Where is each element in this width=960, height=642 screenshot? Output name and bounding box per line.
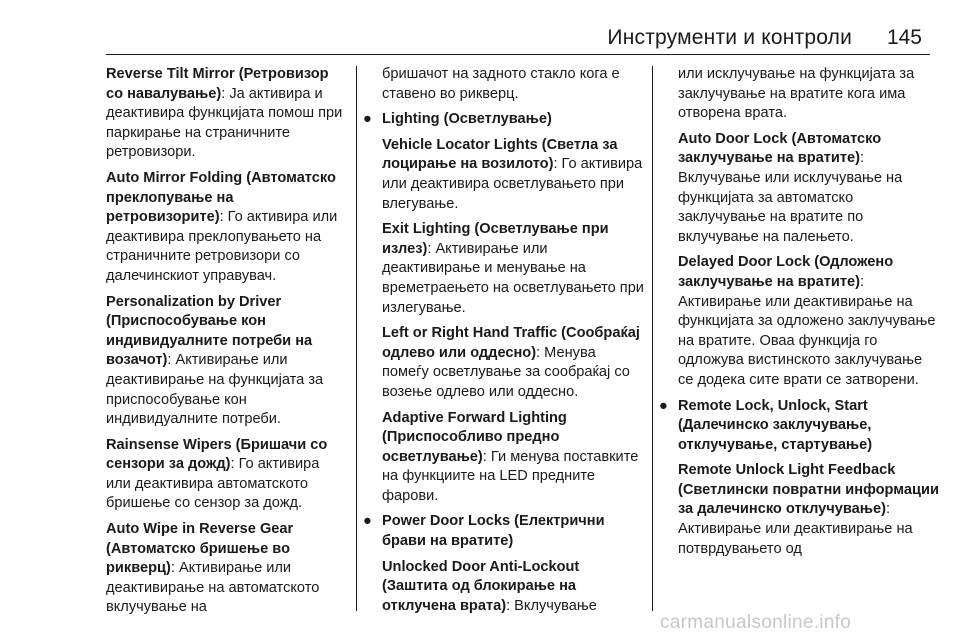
entry-label: Unlocked Door Anti-Lockout (Заштита од блокирање на отклучена врата): [382, 558, 580, 614]
bullet-heading: [382, 512, 644, 551]
entry-text: : Активирање или деактивирање на функцијата за одложено заклучување на вратите. Оваа функција го одложува вистинското заклучување се додека сите врати се затворени.: [678, 273, 936, 388]
entry-text: : Менува помеѓу осветлување за сообраќај со возење одлево или оддесно.: [382, 344, 630, 400]
entry-text: : Активирање или деактивирање на потврдувањето од: [678, 501, 913, 557]
menu-entry: [382, 220, 644, 318]
bullet-heading-text: Power Door Locks (Електрични брави на вратите): [382, 513, 605, 550]
entry-label: Delayed Door Lock (Одложено заклучување на вратите): [678, 254, 894, 290]
menu-entry: [106, 520, 346, 618]
watermark: carmanualsonline.info: [660, 612, 852, 633]
entry-text: : Го активира или деактивира преклопувањето на страничните ретровизори со далечинскиот управувач.: [106, 209, 338, 284]
section-title: Инструменти и контроли: [607, 26, 852, 49]
bullet-heading: [678, 397, 940, 456]
menu-entry: [678, 253, 940, 390]
menu-entry: [382, 324, 644, 402]
menu-entry: [106, 169, 346, 287]
menu-entry: [678, 130, 940, 248]
entry-text: : Вклучување: [506, 597, 597, 614]
bullet-heading-text: Remote Lock, Unlock, Start (Далечинско заклучување, отклучување, стартување): [678, 397, 873, 453]
column-2: [363, 65, 644, 622]
bullet-icon: ●: [363, 111, 372, 128]
menu-entry: [678, 461, 940, 559]
bullet-section-door-locks: [363, 512, 644, 616]
entry-text: : Го активира или деактивира осветлувањето при влегување.: [382, 156, 643, 212]
menu-entry: [382, 409, 644, 507]
entry-label: Adaptive Forward Lighting (Приспособливо предно осветлување): [382, 409, 567, 465]
entry-text: : Активирање или деактивирање и менување на времетраењето на осветлувањето при излегување.: [382, 240, 644, 316]
menu-entry: [106, 436, 346, 514]
entry-label: Exit Lighting (Осветлување при излез): [382, 221, 609, 257]
entry-label: Left or Right Hand Traffic (Сообраќај одлево или оддесно): [382, 325, 640, 361]
entry-label: Auto Mirror Folding (Автоматско преклопување на ретровизорите): [106, 169, 336, 226]
header-rule: [106, 54, 930, 55]
entry-label: Auto Door Lock (Автоматско заклучување на вратите): [678, 130, 882, 167]
bullet-heading: [382, 110, 644, 130]
entry-text: : Активирање или деактивирање на функцијата за приспособување кон индивидуалните потреби.: [106, 352, 324, 428]
menu-entry: [382, 558, 644, 617]
entry-text: : Ги менува поставките на функциите на LED предните фарови.: [382, 448, 639, 504]
continued-text: бришачот на задното стакло кога е ставено во рикверц.: [382, 66, 620, 102]
menu-entry: [106, 293, 346, 430]
bullet-icon: ●: [659, 397, 668, 414]
column-divider-2: [652, 66, 653, 611]
entry-text: : Ја активира и деактивира функцијата помош при паркирање на страничните ретровизори.: [106, 85, 343, 161]
menu-entry: [382, 136, 644, 214]
entry-text: : Го активира или деактивира автоматското бришење со сензор за дожд.: [106, 456, 320, 512]
entry-text: : Активирање или деактивирање на автоматското вклучување на: [106, 560, 320, 616]
page-header: [0, 26, 960, 56]
page-number: 145: [886, 26, 922, 49]
entry-label: Reverse Tilt Mirror (Ретровизор со навалување): [106, 66, 329, 102]
entry-label: Vehicle Locator Lights (Светла за лоцирање на возилото): [382, 136, 618, 173]
bullet-heading-text: Lighting (Осветлување): [382, 111, 552, 128]
entry-label: Remote Unlock Light Feedback (Светлински повратни информации за далечинско отклучување): [678, 462, 939, 518]
entry-text: : Вклучување или исклучување на функцијата за автоматско заклучување на вратите по вклучување на палењето.: [678, 150, 903, 245]
entry-label: Rainsense Wipers (Бришачи со сензори за дожд): [106, 436, 328, 473]
column-3: [659, 65, 940, 565]
entry-label: Personalization by Driver (Приспособување кон индивидуалните потреби на возачот): [106, 293, 313, 369]
bullet-icon: ●: [363, 513, 372, 530]
menu-entry: [106, 65, 346, 163]
column-divider-1: [356, 66, 357, 611]
continued-text: или исклучување на функцијата за заклучување на вратите кога има отворена врата.: [678, 66, 915, 122]
bullet-section-remote: [659, 397, 940, 560]
entry-label: Auto Wipe in Reverse Gear (Автоматско бришење во рикверц): [106, 521, 294, 577]
column-1: [106, 65, 346, 624]
bullet-section-lighting: [363, 110, 644, 506]
